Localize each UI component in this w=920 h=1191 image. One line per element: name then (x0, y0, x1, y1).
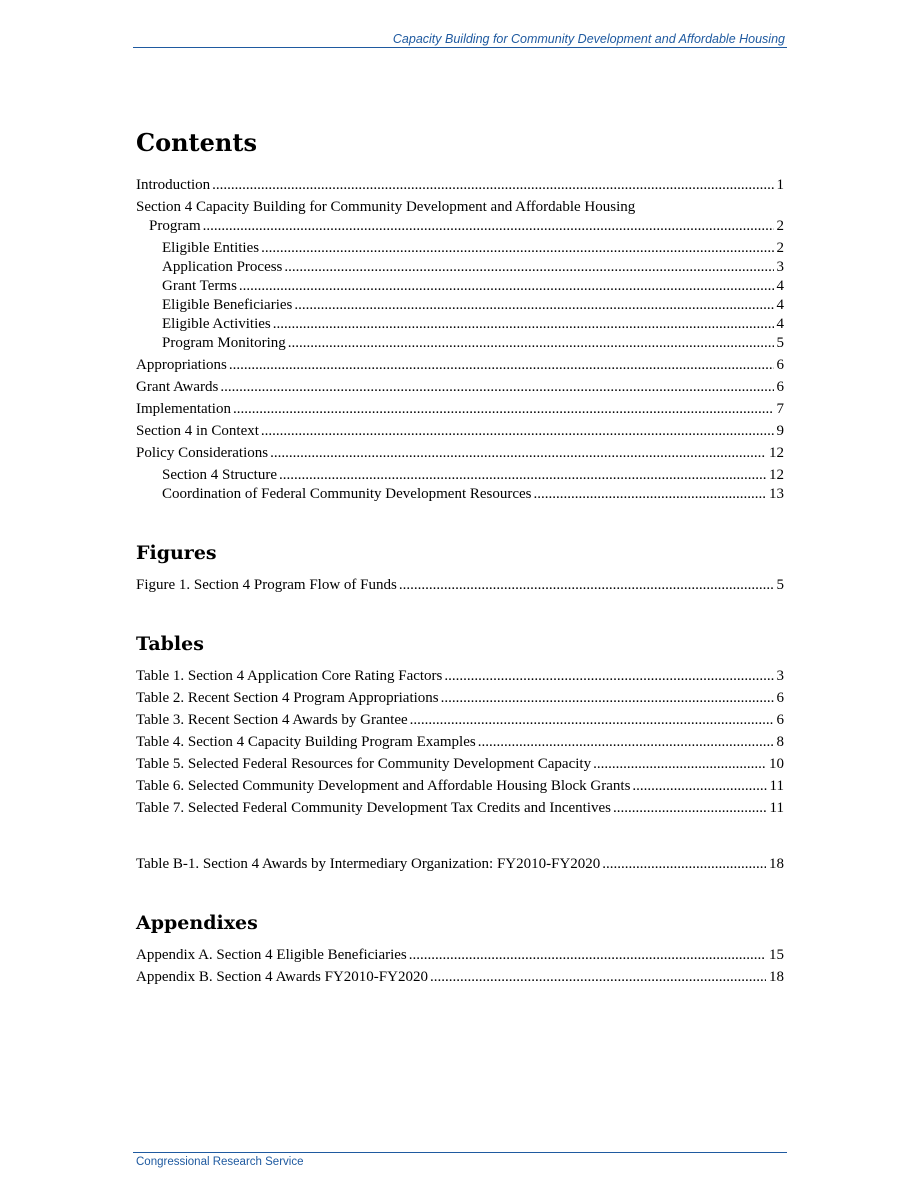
toc-entry-page: 5 (776, 577, 784, 593)
toc-entry-application-process[interactable] (136, 258, 784, 277)
toc-entry-label: Table B-1. Section 4 Awards by Intermediary Organization: FY2010-FY2020 (136, 856, 601, 872)
toc-entry-label: Implementation (136, 401, 231, 417)
dot-leader (602, 855, 766, 874)
dot-leader (261, 239, 773, 258)
dot-leader (220, 378, 773, 397)
dot-leader (261, 422, 774, 441)
toc-entry-label: Application Process (162, 259, 283, 275)
toc-entry-label: Eligible Activities (162, 316, 271, 332)
dot-leader (288, 334, 774, 353)
toc-entry-page: 7 (776, 401, 784, 417)
toc-entry-label: Grant Terms (162, 278, 237, 294)
toc-entry-page: 4 (776, 278, 784, 294)
dot-leader (430, 968, 766, 987)
toc-entry-label: Coordination of Federal Community Development Resources (162, 486, 532, 502)
dot-leader (273, 315, 774, 334)
dot-leader (593, 755, 766, 774)
toc-entry-label: Table 2. Recent Section 4 Program Appropriations (136, 690, 439, 706)
toc-entry-implementation[interactable] (136, 400, 784, 419)
dot-leader (284, 258, 773, 277)
toc-entry-page: 11 (769, 800, 784, 816)
toc-entry-page: 6 (776, 379, 784, 395)
toc-entry-page: 3 (776, 259, 784, 275)
toc-entry-page: 3 (776, 668, 784, 684)
toc-entry-label: Appendix A. Section 4 Eligible Beneficiaries (136, 947, 407, 963)
dot-leader (613, 799, 767, 818)
toc-entry-eligible-beneficiaries[interactable] (136, 296, 784, 315)
toc-entry-table-b1[interactable] (136, 855, 784, 874)
dot-leader (233, 400, 774, 419)
dot-leader (229, 356, 774, 375)
toc-entry-label-line1: Section 4 Capacity Building for Community Development and Affordable Housing (136, 199, 636, 215)
toc-entry-eligible-entities[interactable] (136, 239, 784, 258)
toc-entry-label: Appendix B. Section 4 Awards FY2010-FY2020 (136, 969, 428, 985)
toc-entry-label: Section 4 Structure (162, 467, 277, 483)
toc-entry-label: Table 6. Selected Community Development and Affordable Housing Block Grants (136, 778, 631, 794)
toc-entry-page: 12 (769, 467, 784, 483)
toc-entry-appendix-a[interactable] (136, 946, 784, 965)
toc-entry-label: Table 4. Section 4 Capacity Building Program Examples (136, 734, 476, 750)
toc-entry-page: 4 (776, 316, 784, 332)
toc-entry-section4-program[interactable] (136, 198, 784, 236)
toc-entry-label: Eligible Entities (162, 240, 260, 256)
toc-entry-page: 2 (776, 218, 784, 234)
toc-entry-page: 18 (769, 856, 784, 872)
toc-entry-label: Eligible Beneficiaries (162, 297, 293, 313)
toc-entry-page: 13 (769, 486, 784, 502)
toc-entry-program-monitoring[interactable] (136, 334, 784, 353)
dot-leader (399, 576, 774, 595)
toc-entry-table-2[interactable] (136, 689, 784, 708)
toc-entry-page: 4 (776, 297, 784, 313)
toc-entry-introduction[interactable] (136, 176, 784, 195)
toc-entry-figure-1[interactable] (136, 576, 784, 595)
dot-leader (441, 689, 774, 708)
toc-entry-page: 18 (769, 969, 784, 985)
toc-entry-label: Table 7. Selected Federal Community Development Tax Credits and Incentives (136, 800, 611, 816)
toc-entry-label-line2: Program (149, 218, 201, 234)
toc-entry-table-3[interactable] (136, 711, 784, 730)
toc-entry-grant-awards[interactable] (136, 378, 784, 397)
dot-leader (409, 946, 766, 965)
header-rule (133, 47, 787, 48)
toc-entry-label: Figure 1. Section 4 Program Flow of Funds (136, 577, 397, 593)
toc-entry-page: 2 (776, 240, 784, 256)
toc-entry-page: 8 (776, 734, 784, 750)
toc-entry-coordination[interactable] (136, 485, 784, 504)
footer-rule (133, 1152, 787, 1153)
dot-leader (212, 176, 773, 195)
contents-heading: Contents (136, 128, 257, 157)
toc-entry-grant-terms[interactable] (136, 277, 784, 296)
toc-entry-page: 10 (769, 756, 784, 772)
toc-entry-page: 15 (769, 947, 784, 963)
tables-heading: Tables (136, 633, 204, 655)
dot-leader (203, 217, 774, 236)
toc-entry-page: 6 (776, 357, 784, 373)
toc-entry-continuation (136, 217, 784, 236)
toc-entry-table-7[interactable] (136, 799, 784, 818)
toc-entry-page: 5 (776, 335, 784, 351)
dot-leader (294, 296, 773, 315)
dot-leader (444, 667, 773, 686)
toc-entry-table-4[interactable] (136, 733, 784, 752)
running-header: Capacity Building for Community Development and Affordable Housing (392, 32, 785, 46)
toc-entry-appendix-b[interactable] (136, 968, 784, 987)
toc-entry-label: Appropriations (136, 357, 227, 373)
toc-entry-page: 6 (776, 690, 784, 706)
toc-entry-label: Table 3. Recent Section 4 Awards by Grantee (136, 712, 408, 728)
toc-entry-section4-context[interactable] (136, 422, 784, 441)
toc-entry-page: 1 (776, 177, 784, 193)
toc-entry-label: Section 4 in Context (136, 423, 259, 439)
toc-entry-page: 12 (769, 445, 784, 461)
toc-entry-eligible-activities[interactable] (136, 315, 784, 334)
dot-leader (632, 777, 766, 796)
dot-leader (239, 277, 774, 296)
footer-organization: Congressional Research Service (136, 1156, 304, 1168)
toc-entry-label: Table 5. Selected Federal Resources for Community Development Capacity (136, 756, 592, 772)
toc-entry-label: Policy Considerations (136, 445, 269, 461)
toc-entry-policy-considerations[interactable] (136, 444, 784, 463)
dot-leader (279, 466, 766, 485)
toc-entry-page: 9 (776, 423, 784, 439)
toc-entry-label: Table 1. Section 4 Application Core Rating Factors (136, 668, 443, 684)
appendixes-heading: Appendixes (136, 912, 258, 934)
toc-entry-table-6[interactable] (136, 777, 784, 796)
toc-entry-section4-structure[interactable] (136, 466, 784, 485)
toc-entry-label: Program Monitoring (162, 335, 286, 351)
figures-heading: Figures (136, 542, 217, 564)
toc-entry-table-1[interactable] (136, 667, 784, 686)
toc-entry-label: Introduction (136, 177, 211, 193)
toc-entry-appropriations[interactable] (136, 356, 784, 375)
table-of-contents (136, 127, 784, 987)
dot-leader (534, 485, 766, 504)
dot-leader (270, 444, 766, 463)
toc-entry-page: 6 (776, 712, 784, 728)
dot-leader (478, 733, 774, 752)
dot-leader (410, 711, 774, 730)
toc-entry-table-5[interactable] (136, 755, 784, 774)
toc-entry-page: 11 (769, 778, 784, 794)
toc-entry-label: Grant Awards (136, 379, 219, 395)
